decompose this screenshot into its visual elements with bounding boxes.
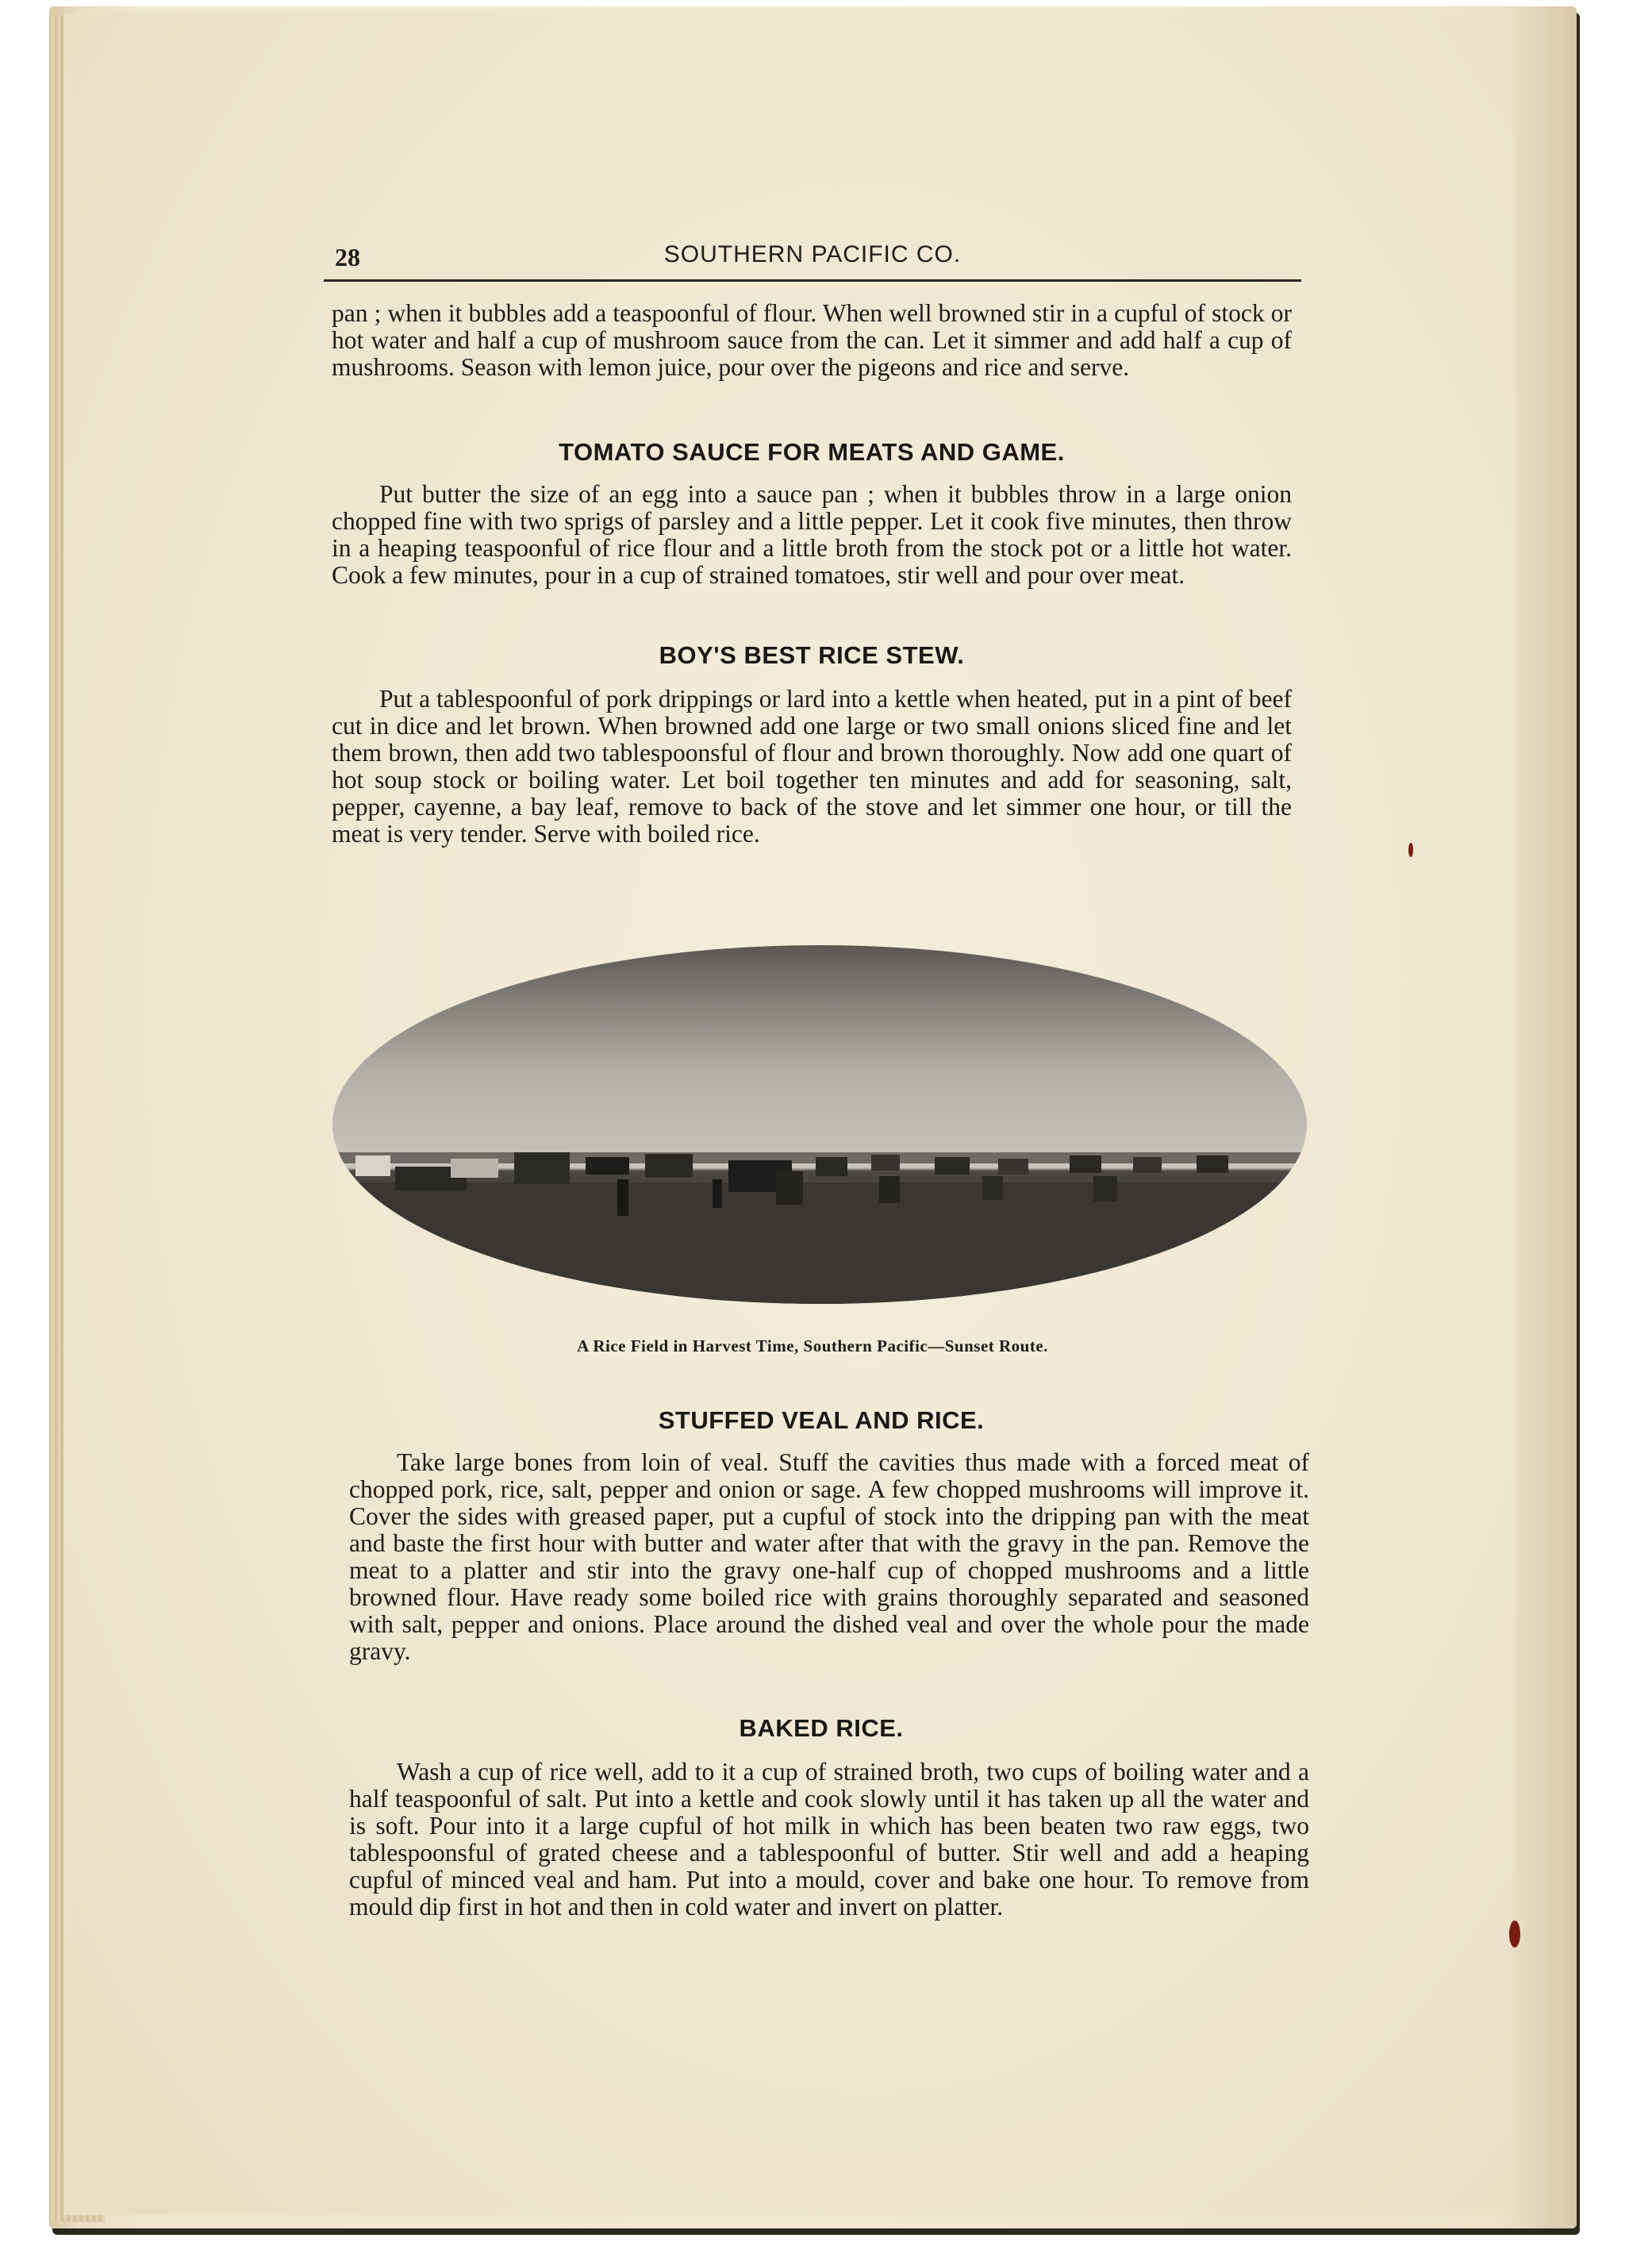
running-head xyxy=(324,235,1301,282)
running-title: SOUTHERN PACIFIC CO. xyxy=(663,241,962,267)
photo-caption: A Rice Field in Harvest Time, Southern Pacific—Sunset Route. xyxy=(577,1336,1048,1355)
paper-stain xyxy=(1509,1921,1520,1947)
recipe-text-stuffed-veal: Take large bones from loin of veal. Stuff the cavities thus made with a forced meat of chopped pork, rice, salt, pepper and onion or sage. A few chopped mushrooms will improve it. Cover the sides with greased paper, put a cupful of stock into the dripping pan with the meat and baste the first hour with butter and water after that with the gravy in the pan. Remove the meat to a platter and stir into the gravy one-half cup of chopped mushrooms and a little browned flour. Have ready some boiled rice with grains thoroughly separated and seasoned with salt, pepper and onions. Place around the dished veal and over the whole pour the made gravy. xyxy=(349,1448,1309,1665)
recipe-text-rice-stew: Put a tablespoonful of pork drippings or lard into a kettle when heated, put in a pint of beef cut in dice and let brown. When browned add one large or two small onions sliced fine and let them brown, then add two tablespoonsful of flour and brown thoroughly. Now add one quart of hot soup stock or boiling water. Let boil together ten minutes and add for seasoning, salt, pepper, cayenne, a bay leaf, remove to back of the stove and let simmer one hour, or till the meat is very tender. Serve with boiled rice. xyxy=(332,685,1292,848)
recipe-title-rice-stew: BOY'S BEST RICE STEW. xyxy=(659,641,965,669)
recipe-title-stuffed-veal: STUFFED VEAL AND RICE. xyxy=(658,1406,985,1434)
intro-paragraph: pan ; when it bubbles add a teaspoonful of flour. When well browned stir in a cupful of stock or hot water and half a cup of mushroom sauce from the can. Let it simmer and add half a cup of mushrooms. Season with lemon juice, pour over the pigeons and rice and serve. xyxy=(332,299,1292,381)
page-number: 28 xyxy=(335,243,360,271)
recipe-title-baked-rice: BAKED RICE. xyxy=(739,1714,904,1742)
recipe-text-baked-rice: Wash a cup of rice well, add to it a cup of strained broth, two cups of boiling water and a half teaspoonful of salt. Put into a kettle and cook slowly until it has taken up all the water and is soft. Pour into it a large cupful of hot milk in which has been beaten two raw eggs, two tablespoonsful of grated cheese and a tablespoonful of butter. Stir well and add a heaping cupful of minced veal and ham. Put into a mould, cover and bake one hour. To remove from mould dip first in hot and then in cold water and invert on platter. xyxy=(349,1758,1309,1921)
paper-stain-small xyxy=(1408,843,1413,857)
recipe-text-tomato-sauce: Put butter the size of an egg into a sauce pan ; when it bubbles throw in a large onion chopped fine with two sprigs of parsley and a little pepper. Let it cook five minutes, then throw in a heaping teaspoonful of rice flour and a little broth from the stock pot or a little hot water. Cook a few minutes, pour in a cup of strained tomatoes, stir well and pour over meat. xyxy=(332,480,1292,589)
recipe-title-tomato-sauce: TOMATO SAUCE FOR MEATS AND GAME. xyxy=(559,438,1065,466)
rice-field-photo xyxy=(332,944,1308,1305)
